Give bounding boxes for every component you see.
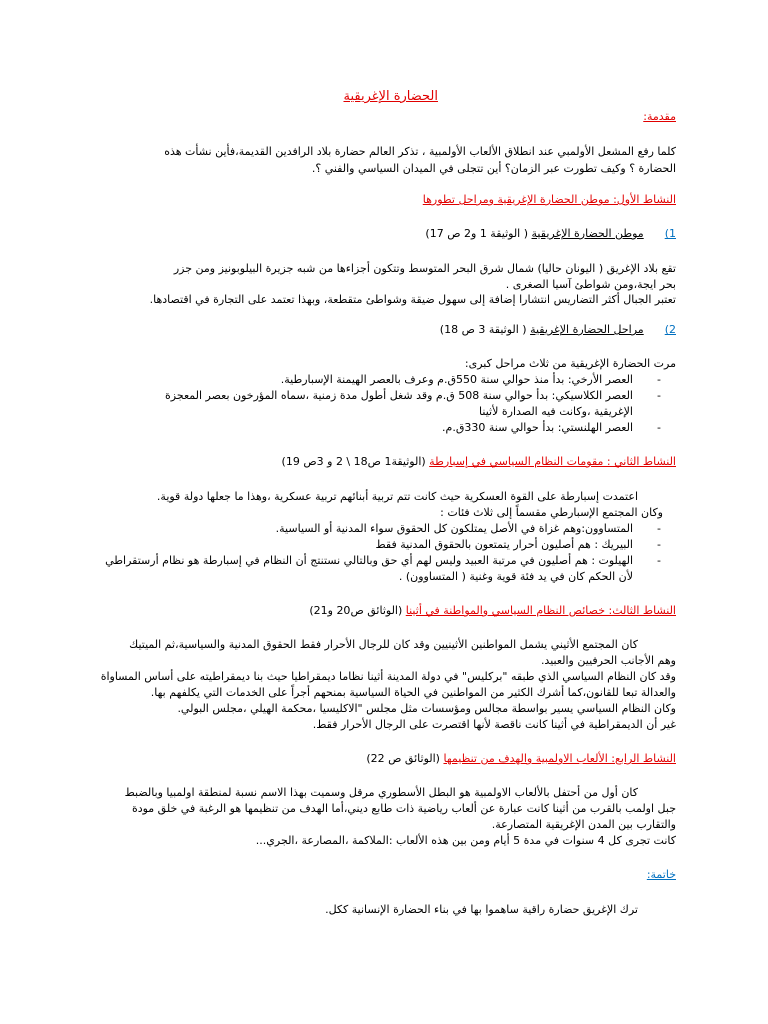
activity3-line-1: كان المجتمع الأثيني يشمل المواطنين الأثينيين وقد كان للرجال الأحرار فقط الحقوق المدنية والسياسية،ثم الميتيك: [129, 638, 638, 651]
activity4-line-4: كانت تجرى كل 4 سنوات في مدة 5 أيام ومن بين هذه الألعاب :الملاكمة ،المصارعة ،الجري...: [255, 834, 676, 847]
dash-marker: -: [657, 389, 661, 402]
conclusion-heading: خاتمة:: [646, 868, 676, 881]
activity4-heading: النشاط الرابع: الألعاب الاولمبية والهدف من تنظيمها: [443, 752, 676, 765]
sub2-number: 2): [664, 323, 676, 336]
intro-line-1: كلما رفع المشعل الأولمبي عند انطلاق الألعاب الأولمبية ، تذكر العالم حضارة بلاد الرافدين القديمة،فأين نشأت هذه: [164, 145, 676, 158]
activity3-heading: النشاط الثالث: خصائص النظام السياسي والمواطنة في أثينا: [405, 604, 676, 617]
activity2-p-line2: وكان المجتمع الإسبارطي مقسماً إلى ثلاث فئات :: [440, 506, 663, 519]
activity1-p1-line1: تقع بلاد الإغريق ( اليونان حاليا) شمال شرق البحر المتوسط وتتكون أجزاءها من شبه جزيرة البيلوبونيز ومن جزر: [173, 262, 676, 275]
class-helots-line2: لأن الحكم كان في يد فئة قوية وغنية ( المتساوون) .: [398, 570, 633, 583]
activity4-line-2: جبل اولمب بالقرب من أثينا كانت عبارة عن ألعاب رياضية ذات طابع ديني،أما الهدف من تنظيمها هو الرغبة في خلق مودة: [131, 802, 676, 815]
activity3-line-5: وكان النظام السياسي يسير بواسطة مجالس ومؤسسات مثل مجلس "الاكليسيا ،محكمة الهيلي ،مجلس البولي.: [177, 702, 676, 715]
activity1-p1-line2: بحر ايجة،ومن شواطئ آسيا الصغرى .: [505, 278, 676, 291]
page-title: الحضارة الإغريقية: [343, 89, 438, 104]
sub2-ref: ( الوثيقة 3 ص 18): [439, 323, 527, 336]
conclusion-text: ترك الإغريق حضارة راقية ساهموا بها في بناء الحضارة الإنسانية ككل.: [325, 903, 638, 916]
activity2-p-line1: اعتمدت إسبارطة على القوة العسكرية حيث كانت تتم تربية أبنائهم تربية عسكرية ،وهذا ما جعلها دولة قوية.: [156, 490, 638, 503]
activity2-heading: النشاط الثاني : مقومات النظام السياسي في إسبارطة: [429, 455, 676, 468]
class-perioeci: البيريك : هم أصليون أحرار يتمتعون بالحقوق المدنية فقط: [375, 538, 633, 551]
era-archaic: العصر الأرخي: بدأ منذ حوالي سنة 550ق.م وعرف بالعصر الهيمنة الإسبارطية.: [280, 373, 633, 386]
activity4-heading-row: [366, 752, 676, 767]
activity3-heading-row: [309, 604, 676, 619]
sub1-title: موطن الحضارة الإغريقية: [531, 227, 644, 240]
activity2-heading-row: [282, 455, 676, 470]
activity4-line-3: والتقارب بين المدن الإغريقية المتصارعة.: [491, 818, 676, 831]
dash-marker: -: [657, 421, 661, 434]
activity2-ref: (الوثيقة1 ص18 \ 2 و 3ص 19): [281, 455, 426, 468]
dash-marker: -: [657, 554, 661, 567]
era-classical-line1: العصر الكلاسيكي: بدأ حوالي سنة 508 ق.م وقد شغل أطول مدة زمنية ،سماه المؤرخون بعصر المعجزة: [165, 389, 633, 402]
activity1-subsection-2: [440, 323, 676, 338]
activity3-line-6: غير أن الديمقراطية في أثينا كانت ناقصة لأنها اقتصرت على الرجال الأحرار فقط.: [312, 718, 676, 731]
class-equals: المتساوون:وهم غزاة في الأصل يمتلكون كل الحقوق سواء المدنية أو السياسية.: [275, 522, 633, 535]
activity3-line-2: وهم الأجانب الحرفيين والعبيد.: [540, 654, 676, 667]
dash-marker: -: [657, 373, 661, 386]
activity3-ref: (الوثائق ص20 و21): [309, 604, 403, 617]
activity1-heading: النشاط الأول: موطن الحضارة الإغريقية ومراحل تطورها: [422, 193, 676, 206]
activity4-line-1: كان أول من أحتفل بالألعاب الاولمبية هو البطل الأسطوري مرقل وسميت بهذا الاسم نسبة لمنطقة اولمبيا وبالضبط: [124, 786, 638, 799]
activity1-subsection-1: [425, 227, 676, 242]
class-helots-line1: الهيلوت : هم أصليون في مرتبة العبيد وليس لهم أي حق وبالتالي نستنتج أن النظام في إسبارطة هو نظام أرستقراطي: [105, 554, 633, 567]
activity3-line-4: والعدالة تبعا للقانون،كما أشرك الكثير من المواطنين في الحياة السياسية بمنحهم أجراً على الخدمات التي يكلفهم بها.: [150, 686, 676, 699]
sub1-number: 1): [664, 227, 676, 240]
sub2-title: مراحل الحضارة الإغريقية: [530, 323, 644, 336]
intro-line-2: الحضارة ؟ وكيف تطورت عبر الزمان؟ أين تتجلى في الميدان السياسي والفني ؟.: [311, 162, 676, 175]
intro-heading: مقدمة:: [643, 110, 676, 123]
dash-marker: -: [657, 522, 661, 535]
dash-marker: -: [657, 538, 661, 551]
era-classical-line2: الإغريقية ،وكانت فيه الصدارة لأثينا: [479, 405, 633, 418]
sub1-ref: ( الوثيقة 1 و2 ص 17): [425, 227, 529, 240]
activity4-ref: (الوثائق ص 22): [366, 752, 440, 765]
activity3-line-3: وقد كان النظام السياسي الذي طبقه "بركليس" في دولة المدينة أثينا نظاما ديمقراطيا حيث بنا ديمقراطيته على أساس المساواة: [100, 670, 676, 683]
era-hellenistic: العصر الهلنستي: بدأ حوالي سنة 330ق.م.: [442, 421, 633, 434]
activity1-p2-intro: مرت الحضارة الإغريقية من ثلاث مراحل كبرى:: [464, 357, 676, 370]
activity1-p1-line3: تعتبر الجبال أكثر التضاريس انتشارا إضافة إلى سهول ضيقة وشواطئ متقطعة، وبهذا تعتمد على التجارة في اقتصادها.: [149, 293, 676, 306]
